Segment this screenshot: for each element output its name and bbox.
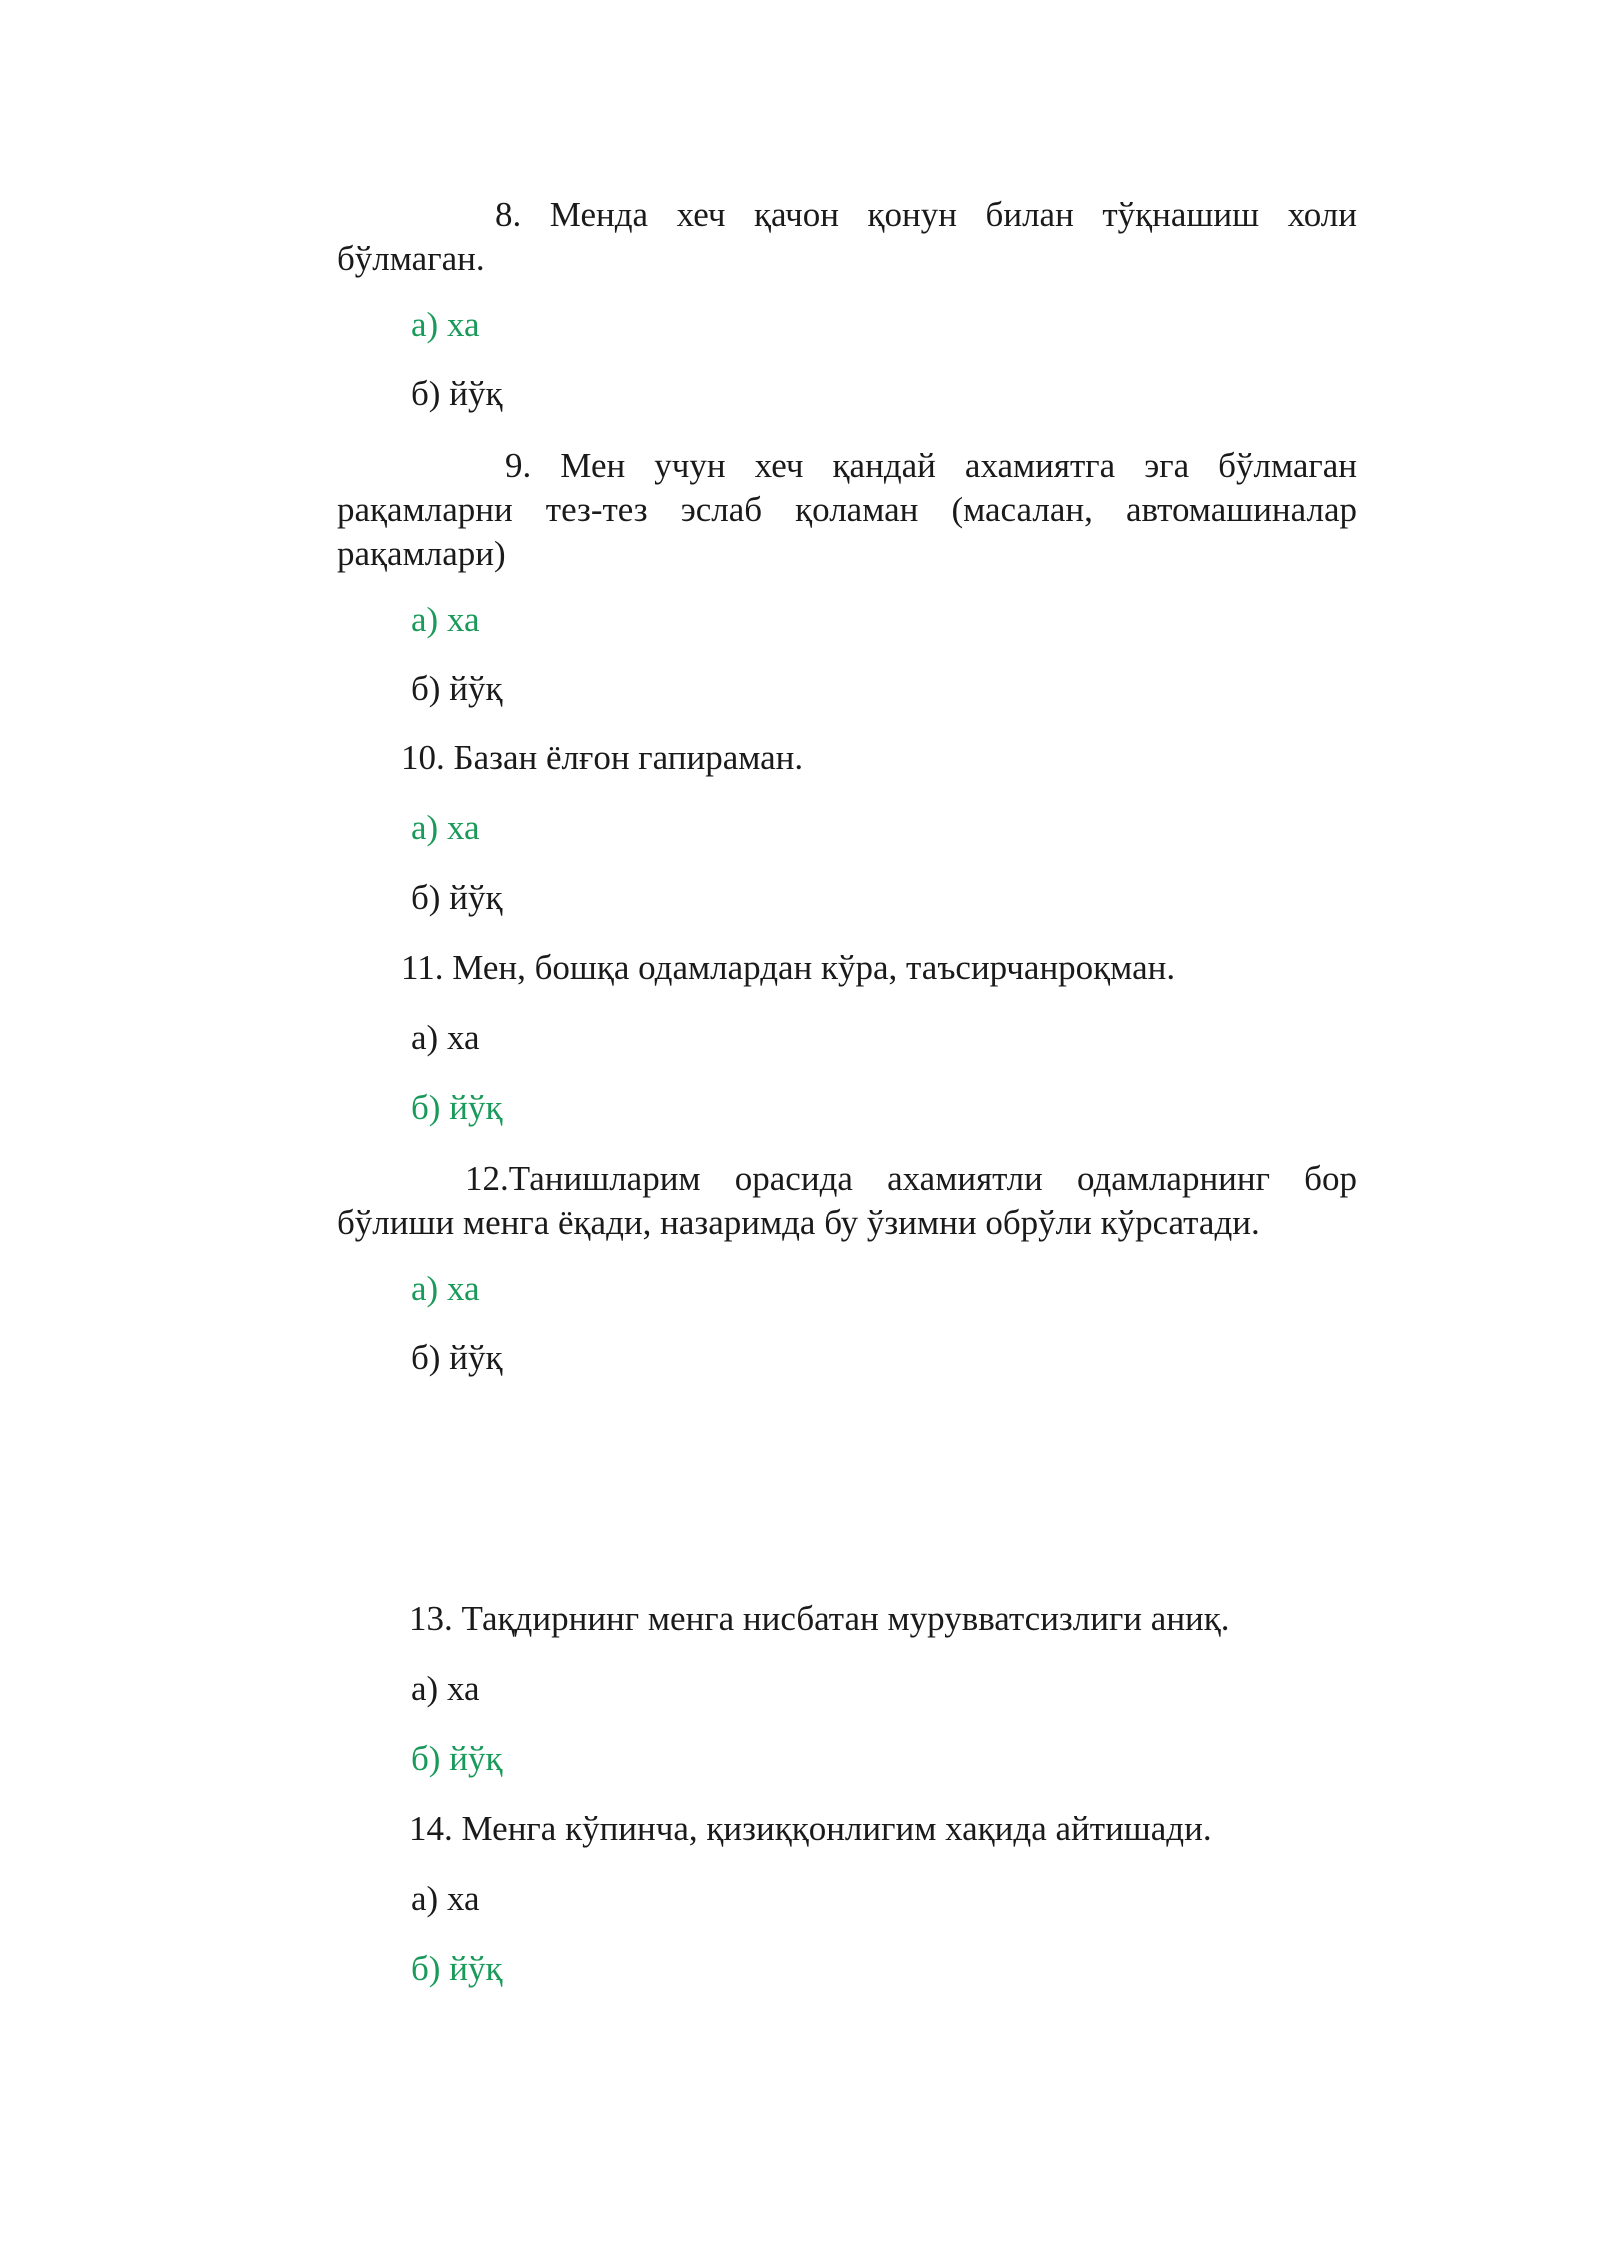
question-11-option-b[interactable] xyxy=(411,1086,502,1130)
question-text: Мен учун хеч қандай ахамиятга эга бўлмаган рақамларни тез-тез эслаб қоламан (масалан, автомашиналар рақамлари) xyxy=(337,446,1358,573)
question-10 xyxy=(401,736,1357,780)
question-text: Тақдирнинг менга нисбатан мурувватсизлиги аниқ. xyxy=(461,1599,1230,1638)
option-label: б) йўқ xyxy=(411,1338,503,1377)
question-14 xyxy=(409,1807,1357,1851)
option-label: б) йўқ xyxy=(411,669,503,708)
question-10-option-a[interactable] xyxy=(411,806,480,850)
question-12 xyxy=(337,1157,1357,1245)
option-label: а) ха xyxy=(411,305,480,344)
question-13-option-a[interactable] xyxy=(411,1667,480,1711)
question-number: 14. xyxy=(409,1809,453,1848)
question-9-option-b[interactable] xyxy=(411,667,502,711)
question-11-option-a[interactable] xyxy=(411,1016,480,1060)
question-13-option-b[interactable] xyxy=(411,1737,502,1781)
option-label: а) ха xyxy=(411,808,480,847)
question-number: 8. xyxy=(495,195,522,234)
question-10-option-b[interactable] xyxy=(411,876,502,920)
question-number: 12. xyxy=(465,1159,509,1198)
option-label: б) йўқ xyxy=(411,1088,503,1127)
option-label: б) йўқ xyxy=(411,1949,503,1988)
question-12-option-b[interactable] xyxy=(411,1336,502,1380)
question-8-option-a[interactable] xyxy=(411,303,480,347)
option-label: б) йўқ xyxy=(411,374,503,413)
option-label: а) ха xyxy=(411,1669,480,1708)
question-number: 13. xyxy=(409,1599,453,1638)
question-text: Танишларим орасида ахамиятли одамларнинг бор бўлиши менга ёқади, назаримда бу ўзимни обрўли кўрсатади. xyxy=(337,1159,1357,1242)
question-11 xyxy=(401,946,1357,990)
question-number: 9. xyxy=(505,446,532,485)
question-text: Менда хеч қачон қонун билан тўқнашиш холи бўлмаган. xyxy=(337,195,1358,278)
question-9 xyxy=(337,444,1357,576)
question-9-option-a[interactable] xyxy=(411,598,480,642)
question-text: Базан ёлғон гапираман. xyxy=(453,738,804,777)
option-label: а) ха xyxy=(411,600,480,639)
option-label: а) ха xyxy=(411,1018,480,1057)
question-text: Мен, бошқа одамлардан кўра, таъсирчанроқман. xyxy=(452,948,1176,987)
option-label: а) ха xyxy=(411,1879,480,1918)
option-label: б) йўқ xyxy=(411,1739,503,1778)
option-label: б) йўқ xyxy=(411,878,503,917)
question-8-option-b[interactable] xyxy=(411,372,502,416)
question-14-option-a[interactable] xyxy=(411,1877,480,1921)
question-13 xyxy=(409,1597,1357,1641)
question-number: 10. xyxy=(401,738,445,777)
question-8 xyxy=(337,193,1357,281)
question-12-option-a[interactable] xyxy=(411,1267,480,1311)
question-number: 11. xyxy=(401,948,444,987)
question-text: Менга кўпинча, қизиққонлигим хақида айтишади. xyxy=(461,1809,1212,1848)
question-14-option-b[interactable] xyxy=(411,1947,502,1991)
option-label: а) ха xyxy=(411,1269,480,1308)
